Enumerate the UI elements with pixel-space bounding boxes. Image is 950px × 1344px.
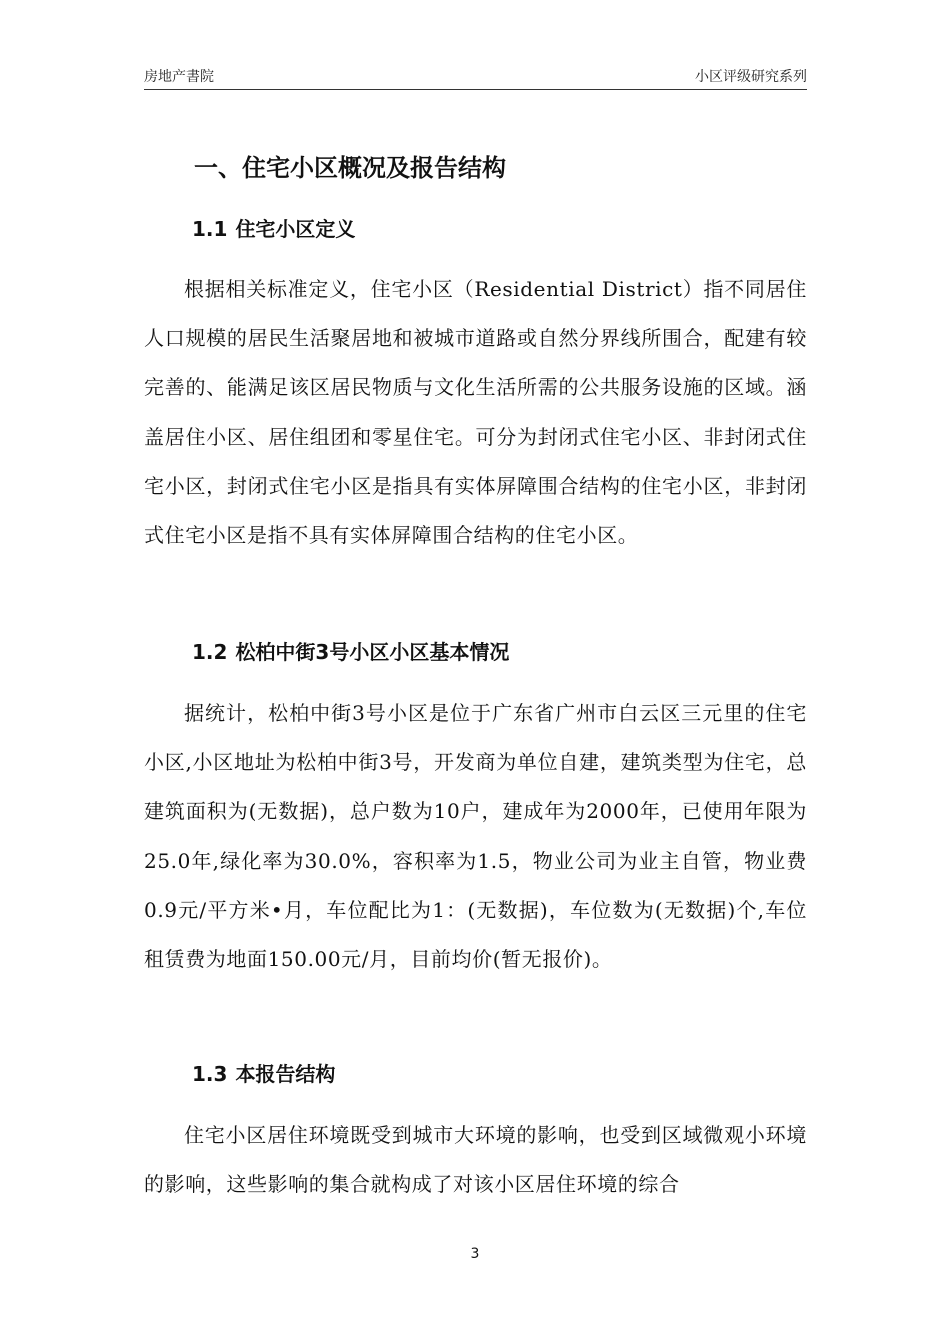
header-series-title: 小区评级研究系列 [695,69,807,85]
section-title: 一、住宅小区概况及报告结构 [194,154,506,182]
page-header [144,66,807,88]
subsection-title: 本报告结构 [235,1062,336,1086]
paragraph-report-structure: 住宅小区居住环境既受到城市大环境的影响，也受到区域微观小环境的影响，这些影响的集合就构成了对该小区居住环境的综合 [144,1123,807,1197]
paragraph-definition: 根据相关标准定义，住宅小区（Residential District）指不同居住人口规模的居民生活聚居地和被城市道路或自然分界线所围合，配建有较完善的、能满足该区居民物质与文化生活所需的公共服务设施的区域。涵盖居住小区、居住组团和零星住宅。可分为封闭式住宅小区、非封闭式住宅小区，封闭式住宅小区是指具有实体屏障围合结构的住宅小区，非封闭式住宅小区是指不具有实体屏障围合结构的住宅小区。 [144,277,807,548]
paragraph-basic-info: 据统计，松柏中街3号小区是位于广东省广州市白云区三元里的住宅小区,小区地址为松柏中街3号，开发商为单位自建，建筑类型为住宅，总建筑面积为(无数据)，总户数为10户，建成年为2000年，已使用年限为25.0年,绿化率为30.0%，容积率为1.5，物业公司为业主自管，物业费0.9元/平方米•月，车位配比为1：(无数据)，车位数为(无数据)个,车位租赁费为地面150.00元/月，目前均价(暂无报价)。 [144,701,807,972]
subsection-heading-1-1 [192,213,355,242]
subsection-title: 松柏中街3号小区小区基本情况 [235,640,510,664]
subsection-heading-1-2 [192,636,509,665]
subsection-number: 1.3 [192,1062,228,1086]
subsection-number: 1.1 [192,217,228,241]
page-number: 3 [470,1246,480,1262]
subsection-title: 住宅小区定义 [235,217,356,241]
header-divider [144,89,807,90]
header-publisher: 房地产書院 [144,69,214,85]
subsection-number: 1.2 [192,640,228,664]
subsection-heading-1-3 [192,1058,335,1087]
